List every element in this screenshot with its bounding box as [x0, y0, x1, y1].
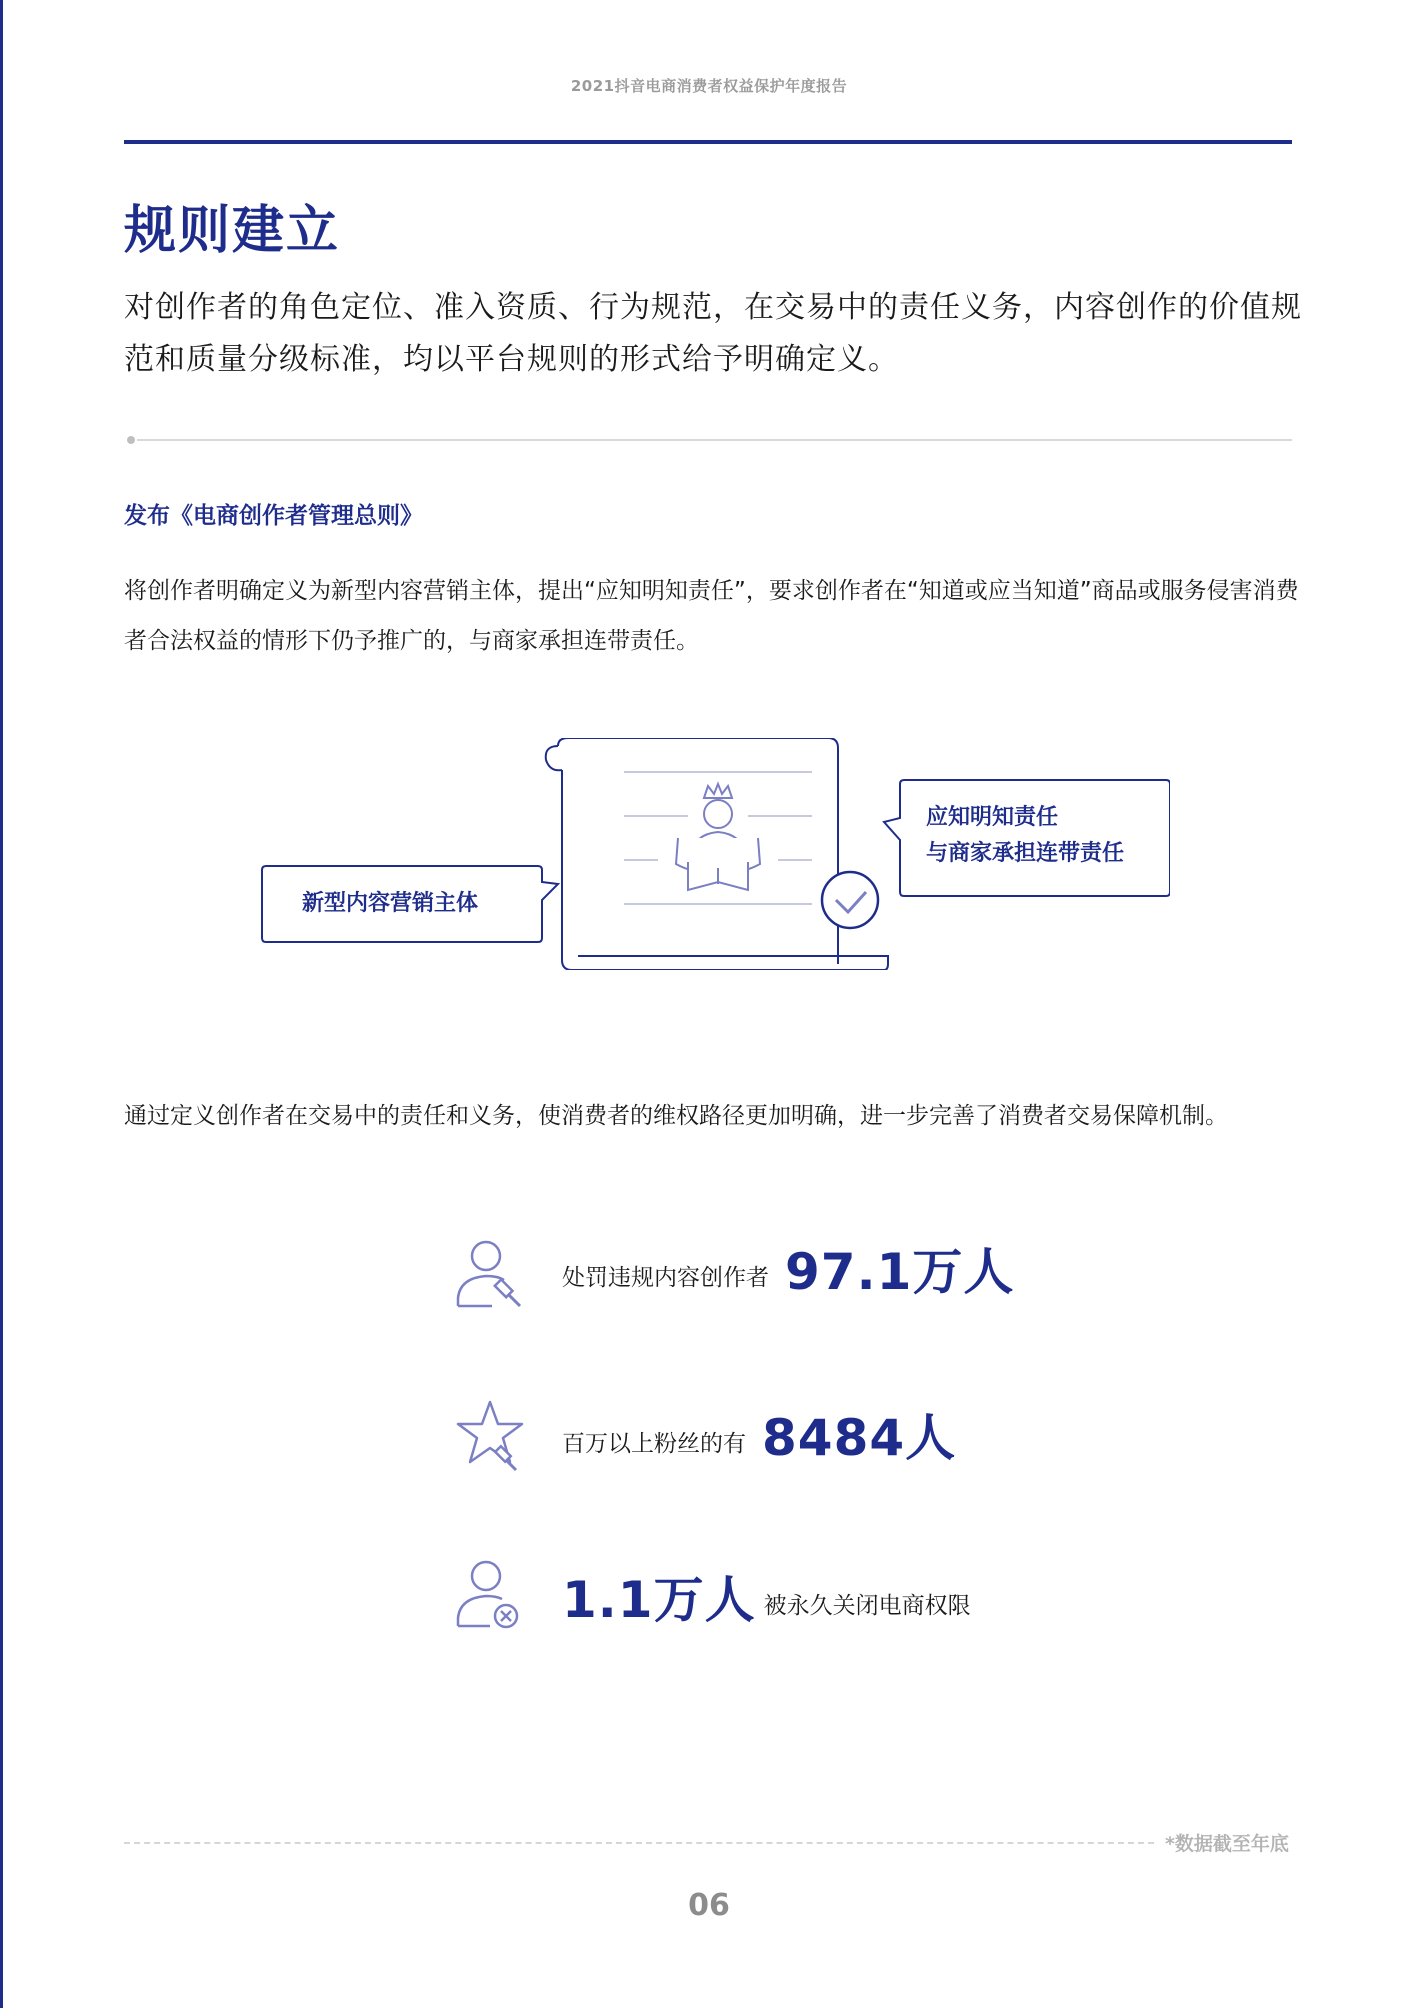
- rules-illustration: [258, 738, 1170, 970]
- stat-permanently-closed: [562, 1572, 971, 1628]
- right-bubble-line1: 应知明知责任: [926, 805, 1059, 830]
- stat-label: 被永久关闭电商权限: [763, 1593, 971, 1619]
- intro-paragraph: 对创作者的角色定位、准入资质、行为规范，在交易中的责任义务，内容创作的价值规范和质量分级标准，均以平台规则的形式给予明确定义。: [124, 290, 1302, 377]
- star-gavel-icon: [452, 1398, 528, 1474]
- footer-dashed-rule: [124, 1842, 1154, 1844]
- page-edge-line: [0, 0, 3, 2008]
- stat-value: 8484人: [762, 1409, 957, 1467]
- right-bubble-line2: 与商家承担连带责任: [926, 841, 1125, 866]
- stat-label: 百万以上粉丝的有: [562, 1431, 746, 1457]
- page-title: 规则建立: [124, 201, 341, 261]
- report-header-title: 2021抖音电商消费者权益保护年度报告: [570, 77, 848, 95]
- stat-value: 97.1万人: [785, 1243, 1015, 1301]
- user-gavel-icon: [452, 1236, 528, 1312]
- data-footnote: *数据截至年底: [1165, 1833, 1289, 1855]
- section-heading: 发布《电商创作者管理总则》: [124, 503, 423, 529]
- separator-dot: [127, 436, 135, 444]
- separator-line: [137, 439, 1292, 441]
- stat-million-fans: [562, 1410, 956, 1466]
- left-bubble-text: 新型内容营销主体: [302, 891, 479, 916]
- stat-label: 处罚违规内容创作者: [562, 1265, 769, 1291]
- checkmark-circle-icon: [822, 872, 878, 928]
- section-paragraph: 将创作者明确定义为新型内容营销主体，提出“应知明知责任”，要求创作者在“知道或应当知道”商品或服务侵害消费者合法权益的情形下仍予推广的，与商家承担连带责任。: [124, 578, 1299, 654]
- stat-penalized-creators: [562, 1244, 1014, 1300]
- header-rule: [124, 140, 1292, 144]
- summary-paragraph: 通过定义创作者在交易中的责任和义务，使消费者的维权路径更加明确，进一步完善了消费者交易保障机制。: [124, 1103, 1228, 1129]
- page-number: 06: [688, 1888, 730, 1923]
- crown-reader-icon: [676, 784, 760, 890]
- stat-value: 1.1万人: [562, 1571, 756, 1629]
- user-blocked-icon: [452, 1556, 528, 1632]
